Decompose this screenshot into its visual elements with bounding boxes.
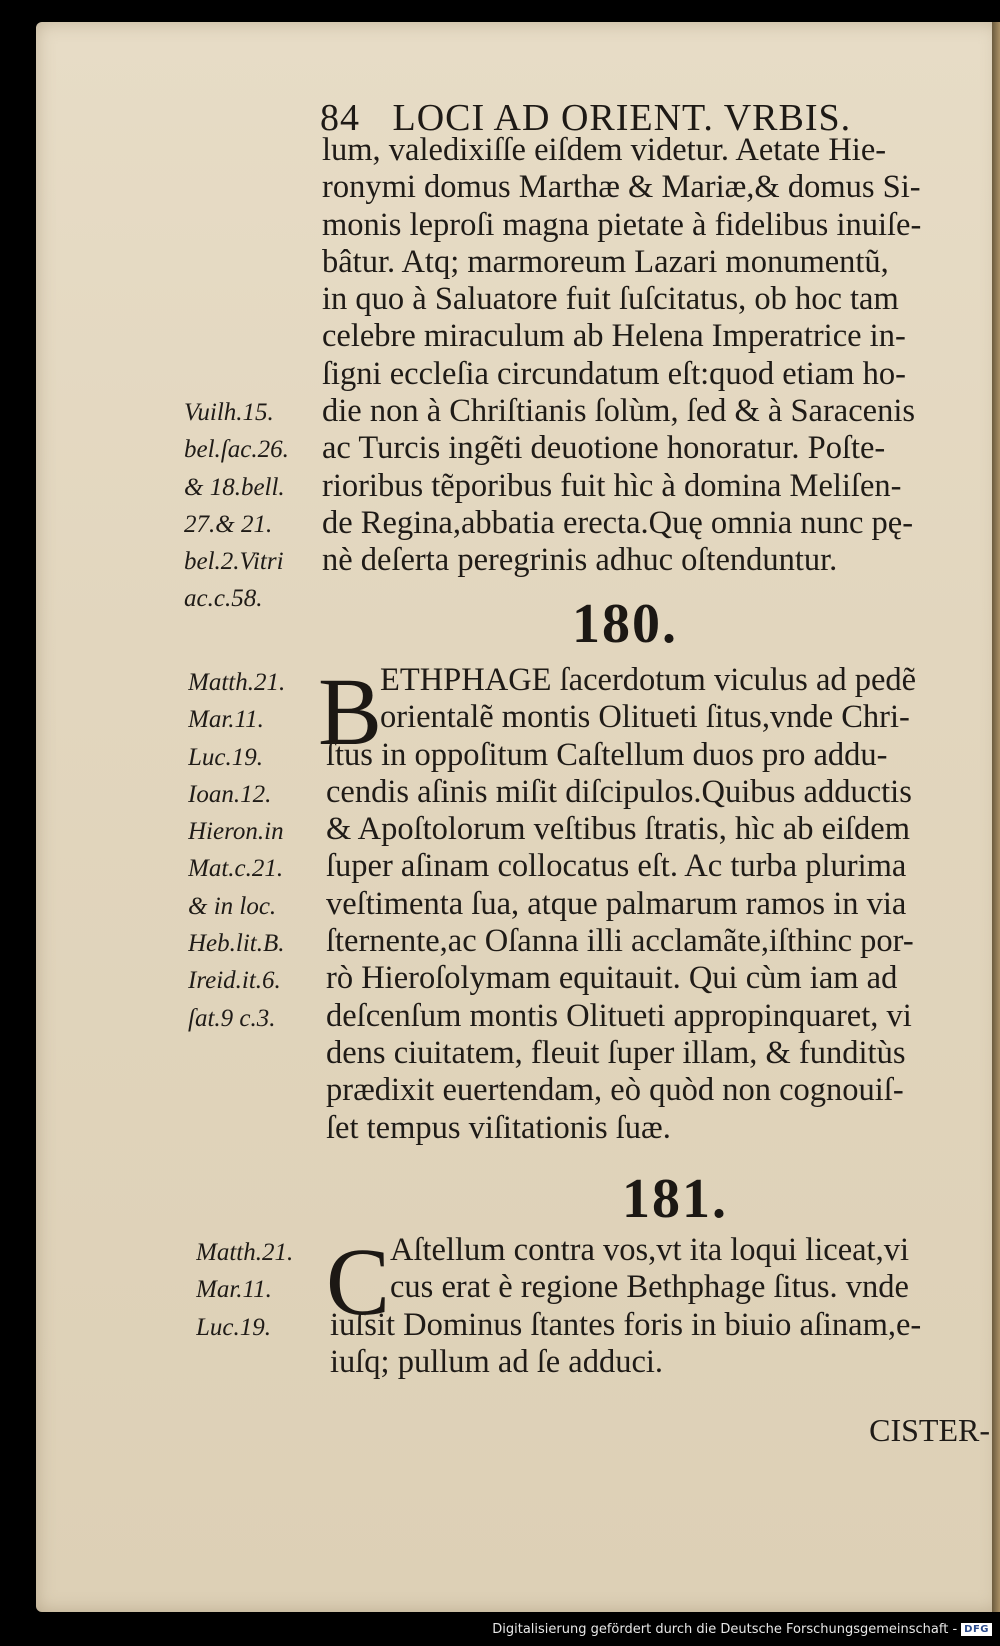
section-number-180: 180. [572, 593, 678, 655]
dropcap-b: B [318, 658, 383, 765]
text-line: nè deſerta peregrinis adhuc oſtenduntur. [322, 542, 838, 579]
text-line: monis leproſi magna pietate à fidelibus inuiſe- [322, 206, 922, 243]
margin-notes-block1 [184, 394, 324, 618]
margin-note: bel.2.Vitri [184, 548, 284, 576]
margin-note: ſat.9 c.3. [188, 1004, 276, 1032]
text-line: ronymi domus Marthæ & Mariæ,& domus Si- [322, 169, 921, 206]
text-line: ſuper aſinam collocatus eſt. Ac turba plurima [326, 848, 907, 885]
section-181-text [330, 1232, 1000, 1381]
margin-note: Heb.lit.B. [188, 930, 285, 958]
text-line: ſet tempus viſitationis ſuæ. [326, 1109, 671, 1146]
margin-note: ac.c.58. [184, 585, 263, 613]
catchword: CISTER- [869, 1412, 990, 1448]
text-line: dens ciuitatem, fleuit ſuper illam, & funditùs [326, 1034, 906, 1071]
section-number-181: 181. [622, 1168, 728, 1230]
text-line: in quo à Saluatore fuit ſuſcitatus, ob hoc tam [322, 281, 899, 318]
digitization-footer [492, 1618, 992, 1640]
margin-notes-180 [188, 664, 328, 1037]
margin-note: Ioan.12. [188, 780, 272, 808]
margin-note: bel.ſac.26. [184, 436, 289, 464]
text-line: & Apoſtolorum veſtibus ſtratis, hìc ab eiſdem [326, 811, 911, 848]
text-line: iuſsit Dominus ſtantes foris in biuio aſinam,e- [330, 1306, 922, 1343]
margin-note: Ireid.it.6. [188, 967, 281, 995]
dfg-logo-icon: DFG [961, 1623, 992, 1636]
text-line: cendis aſinis miſit diſcipulos.Quibus adductis [326, 773, 912, 810]
dropcap-c: C [326, 1228, 391, 1335]
margin-note: 27.& 21. [184, 510, 273, 538]
margin-note: Matth.21. [196, 1239, 294, 1266]
text-line: bâtur. Atq; marmoreum Lazari monumentũ, [322, 243, 889, 280]
page-number: 84 [320, 97, 360, 139]
text-line: rò Hieroſolymam equitauit. Qui cùm iam ad [326, 960, 898, 997]
text-line: deſcenſum montis Olitueti appropinquaret, vi [326, 997, 912, 1034]
page-edge [992, 22, 1000, 1612]
text-line: cus erat è regione Bethphage ſitus. vnde [390, 1269, 909, 1306]
footer-text: Digitalisierung gefördert durch die Deutsche Forschungsgemeinschaft - [492, 1621, 958, 1637]
book-page [36, 22, 1000, 1612]
text-line: ETHPHAGE ſacerdotum viculus ad pedẽ [380, 662, 917, 698]
section-180-text [326, 662, 996, 1147]
margin-note: Matth.21. [188, 669, 286, 696]
margin-note: Luc.19. [196, 1313, 271, 1341]
text-line: die non à Chriſtianis ſolùm, ſed & à Saracenis [322, 393, 915, 430]
margin-note: & in loc. [188, 892, 277, 920]
text-line: ac Turcis ingẽti deuotione honoratur. Poſte- [322, 430, 886, 467]
margin-note: Vuilh.15. [184, 399, 274, 426]
text-line: ſigni eccleſia circundatum eſt:quod etiam ho- [322, 355, 906, 392]
text-line: iuſq; pullum ad ſe adduci. [330, 1343, 664, 1380]
margin-note: Mar.11. [196, 1276, 272, 1304]
margin-note: & 18.bell. [184, 473, 285, 501]
paragraph-continuation [322, 132, 992, 580]
text-line: celebre miraculum ab Helena Imperatrice in- [322, 318, 906, 355]
text-line: ſternente,ac Oſanna illi acclamãte,iſthinc por- [326, 923, 914, 960]
margin-note: Mar.11. [188, 706, 264, 734]
text-line: orientalẽ montis Olitueti ſitus,vnde Chri- [380, 699, 910, 736]
margin-note: Luc.19. [188, 743, 263, 771]
text-line: lum, valedixiſſe eiſdem videtur. Aetate Hie- [322, 132, 887, 168]
running-title: LOCI AD ORIENT. VRBIS. [392, 97, 852, 139]
margin-notes-181 [196, 1234, 336, 1346]
text-line: prædixit euertendam, eò quòd non cognouiſ- [326, 1072, 904, 1109]
text-line: Aſtellum contra vos,vt ita loqui liceat,vi [390, 1232, 909, 1268]
text-line: de Regina,abbatia erecta.Quę omnia nunc pę- [322, 504, 914, 541]
text-line: rioribus tẽporibus fuit hìc à domina Meliſen- [322, 467, 902, 504]
text-line: ſtus in oppoſitum Caſtellum duos pro addu- [326, 736, 888, 773]
text-line: veſtimenta ſua, atque palmarum ramos in via [326, 885, 907, 922]
margin-note: Mat.c.21. [188, 855, 284, 883]
margin-note: Hieron.in [188, 818, 284, 846]
